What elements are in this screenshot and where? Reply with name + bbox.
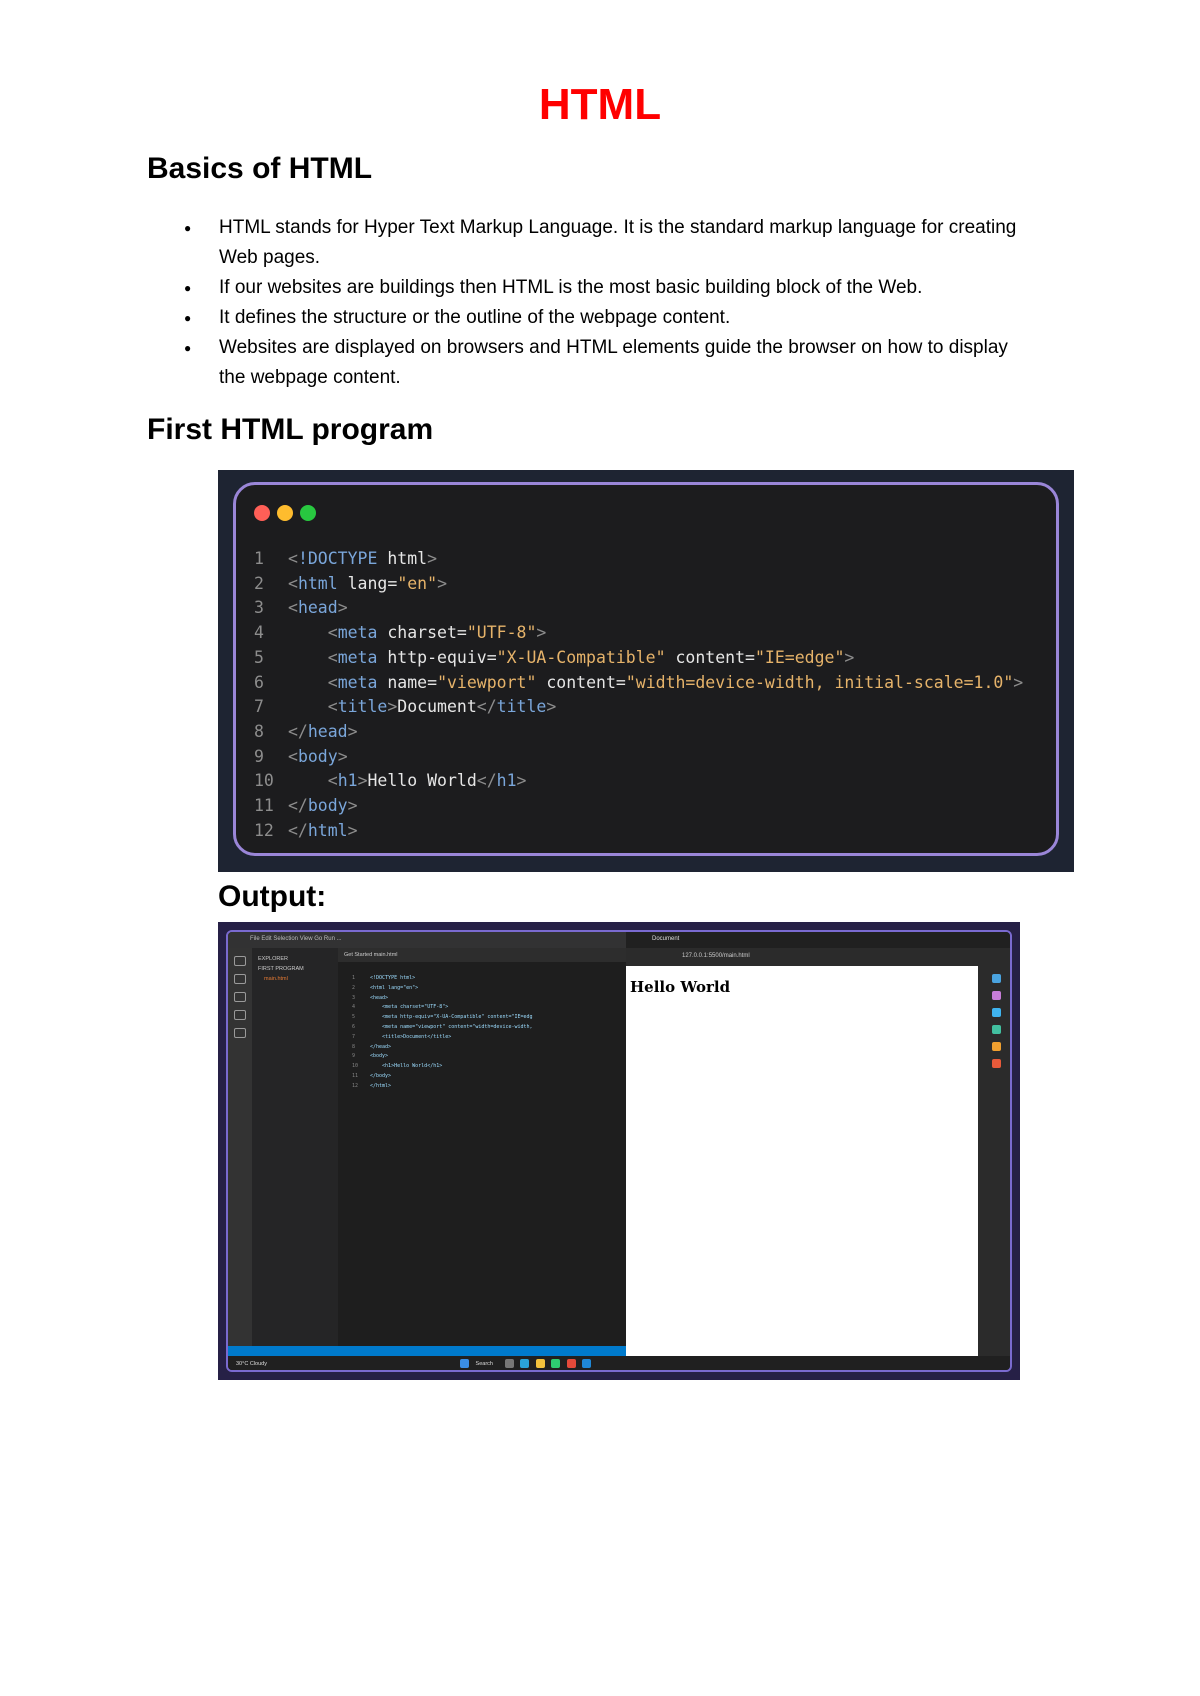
- explorer-title: EXPLORER: [258, 956, 288, 962]
- document-title: HTML: [538, 80, 662, 129]
- windows-taskbar: [228, 1356, 1012, 1372]
- desktop-window: [226, 930, 1012, 1372]
- vscode-explorer: [252, 948, 338, 1346]
- file-name: main.html: [264, 976, 288, 982]
- bullet-item: ● If our websites are buildings then HTML is the most basic building block of the Web.: [147, 273, 1027, 303]
- maximize-dot-icon: [300, 505, 316, 521]
- sidebar-icon: [992, 1008, 1001, 1017]
- folder-name: FIRST PROGRAM: [258, 966, 304, 972]
- sidebar-icon: [992, 1042, 1001, 1051]
- sidebar-icon: [992, 974, 1001, 983]
- weather-widget: 30°C Cloudy: [236, 1360, 267, 1367]
- sidebar-icon: [992, 991, 1001, 1000]
- taskbar-search: Search: [475, 1360, 493, 1367]
- start-icon: [460, 1359, 469, 1368]
- app-icon: [505, 1359, 514, 1368]
- files-icon: [234, 956, 246, 966]
- browser-sidebar: [978, 966, 1012, 1356]
- edge-icon: [520, 1359, 529, 1368]
- section-heading-first-program: First HTML program: [147, 413, 434, 446]
- run-icon: [234, 1010, 246, 1020]
- window-dots: [254, 505, 323, 526]
- extensions-icon: [234, 1028, 246, 1038]
- sidebar-icon: [992, 1059, 1001, 1068]
- basics-bullet-list: [147, 213, 1027, 393]
- sidebar-icon: [992, 1025, 1001, 1034]
- vscode-status-bar: [228, 1346, 626, 1356]
- whatsapp-icon: [551, 1359, 560, 1368]
- vscode-menu-bar: File Edit Selection View Go Run ...: [228, 932, 626, 948]
- code-screenshot: [218, 470, 1074, 872]
- source-control-icon: [234, 992, 246, 1002]
- code-block: 1 <!DOCTYPE html> 2 <html lang="en"> 3 <head> 4 <meta charset="UTF-8"> 5 <meta http-equiv="X-UA-Compatible" content="IE=edge"> 6 <meta name="viewport" content="width=device-width, initial-scale=1.0"> 7 <title>Document</title> 8 </head> 9 <body> 10 <h1>Hello World</h1> 11 </body> 12 </html>: [254, 549, 1024, 840]
- section-heading-output: Output:: [218, 880, 327, 913]
- minimize-dot-icon: [277, 505, 293, 521]
- chrome-icon: [567, 1359, 576, 1368]
- browser-address-bar: 127.0.0.1:5500/main.html: [626, 948, 1012, 966]
- browser-viewport: [626, 966, 978, 1356]
- search-icon: [234, 974, 246, 984]
- bullet-item: ● Websites are displayed on browsers and HTML elements guide the browser on how to display the webpage content.: [147, 333, 1027, 393]
- bullet-item: ● HTML stands for Hyper Text Markup Language. It is the standard markup language for creating Web pages.: [147, 213, 1027, 273]
- code-card: [233, 482, 1059, 856]
- vscode-editor: [338, 948, 626, 1346]
- editor-tabs: Get Started main.html: [338, 948, 626, 962]
- output-screenshot: [218, 922, 1020, 1380]
- rendered-heading: Hello World: [630, 978, 731, 996]
- bullet-item: ● It defines the structure or the outline of the webpage content.: [147, 303, 1027, 333]
- folder-icon: [536, 1359, 545, 1368]
- close-dot-icon: [254, 505, 270, 521]
- section-heading-basics: Basics of HTML: [147, 152, 373, 185]
- vscode-icon: [582, 1359, 591, 1368]
- vscode-activity-bar: [228, 948, 252, 1346]
- browser-tab: Document: [626, 932, 1012, 948]
- editor-code: 1 <!DOCTYPE html> 2 <html lang="en"> 3 <head> 4 <meta charset="UTF-8"> 5 <meta http-equiv="X-UA-Compatible" content="IE=edg 6 <meta name="viewport" content="width=device-width, 7 <title>Document</title> 8 </head> 9 <body> 10 <h1>Hello World</h1> 11 </body> 12 </html>: [352, 975, 533, 1089]
